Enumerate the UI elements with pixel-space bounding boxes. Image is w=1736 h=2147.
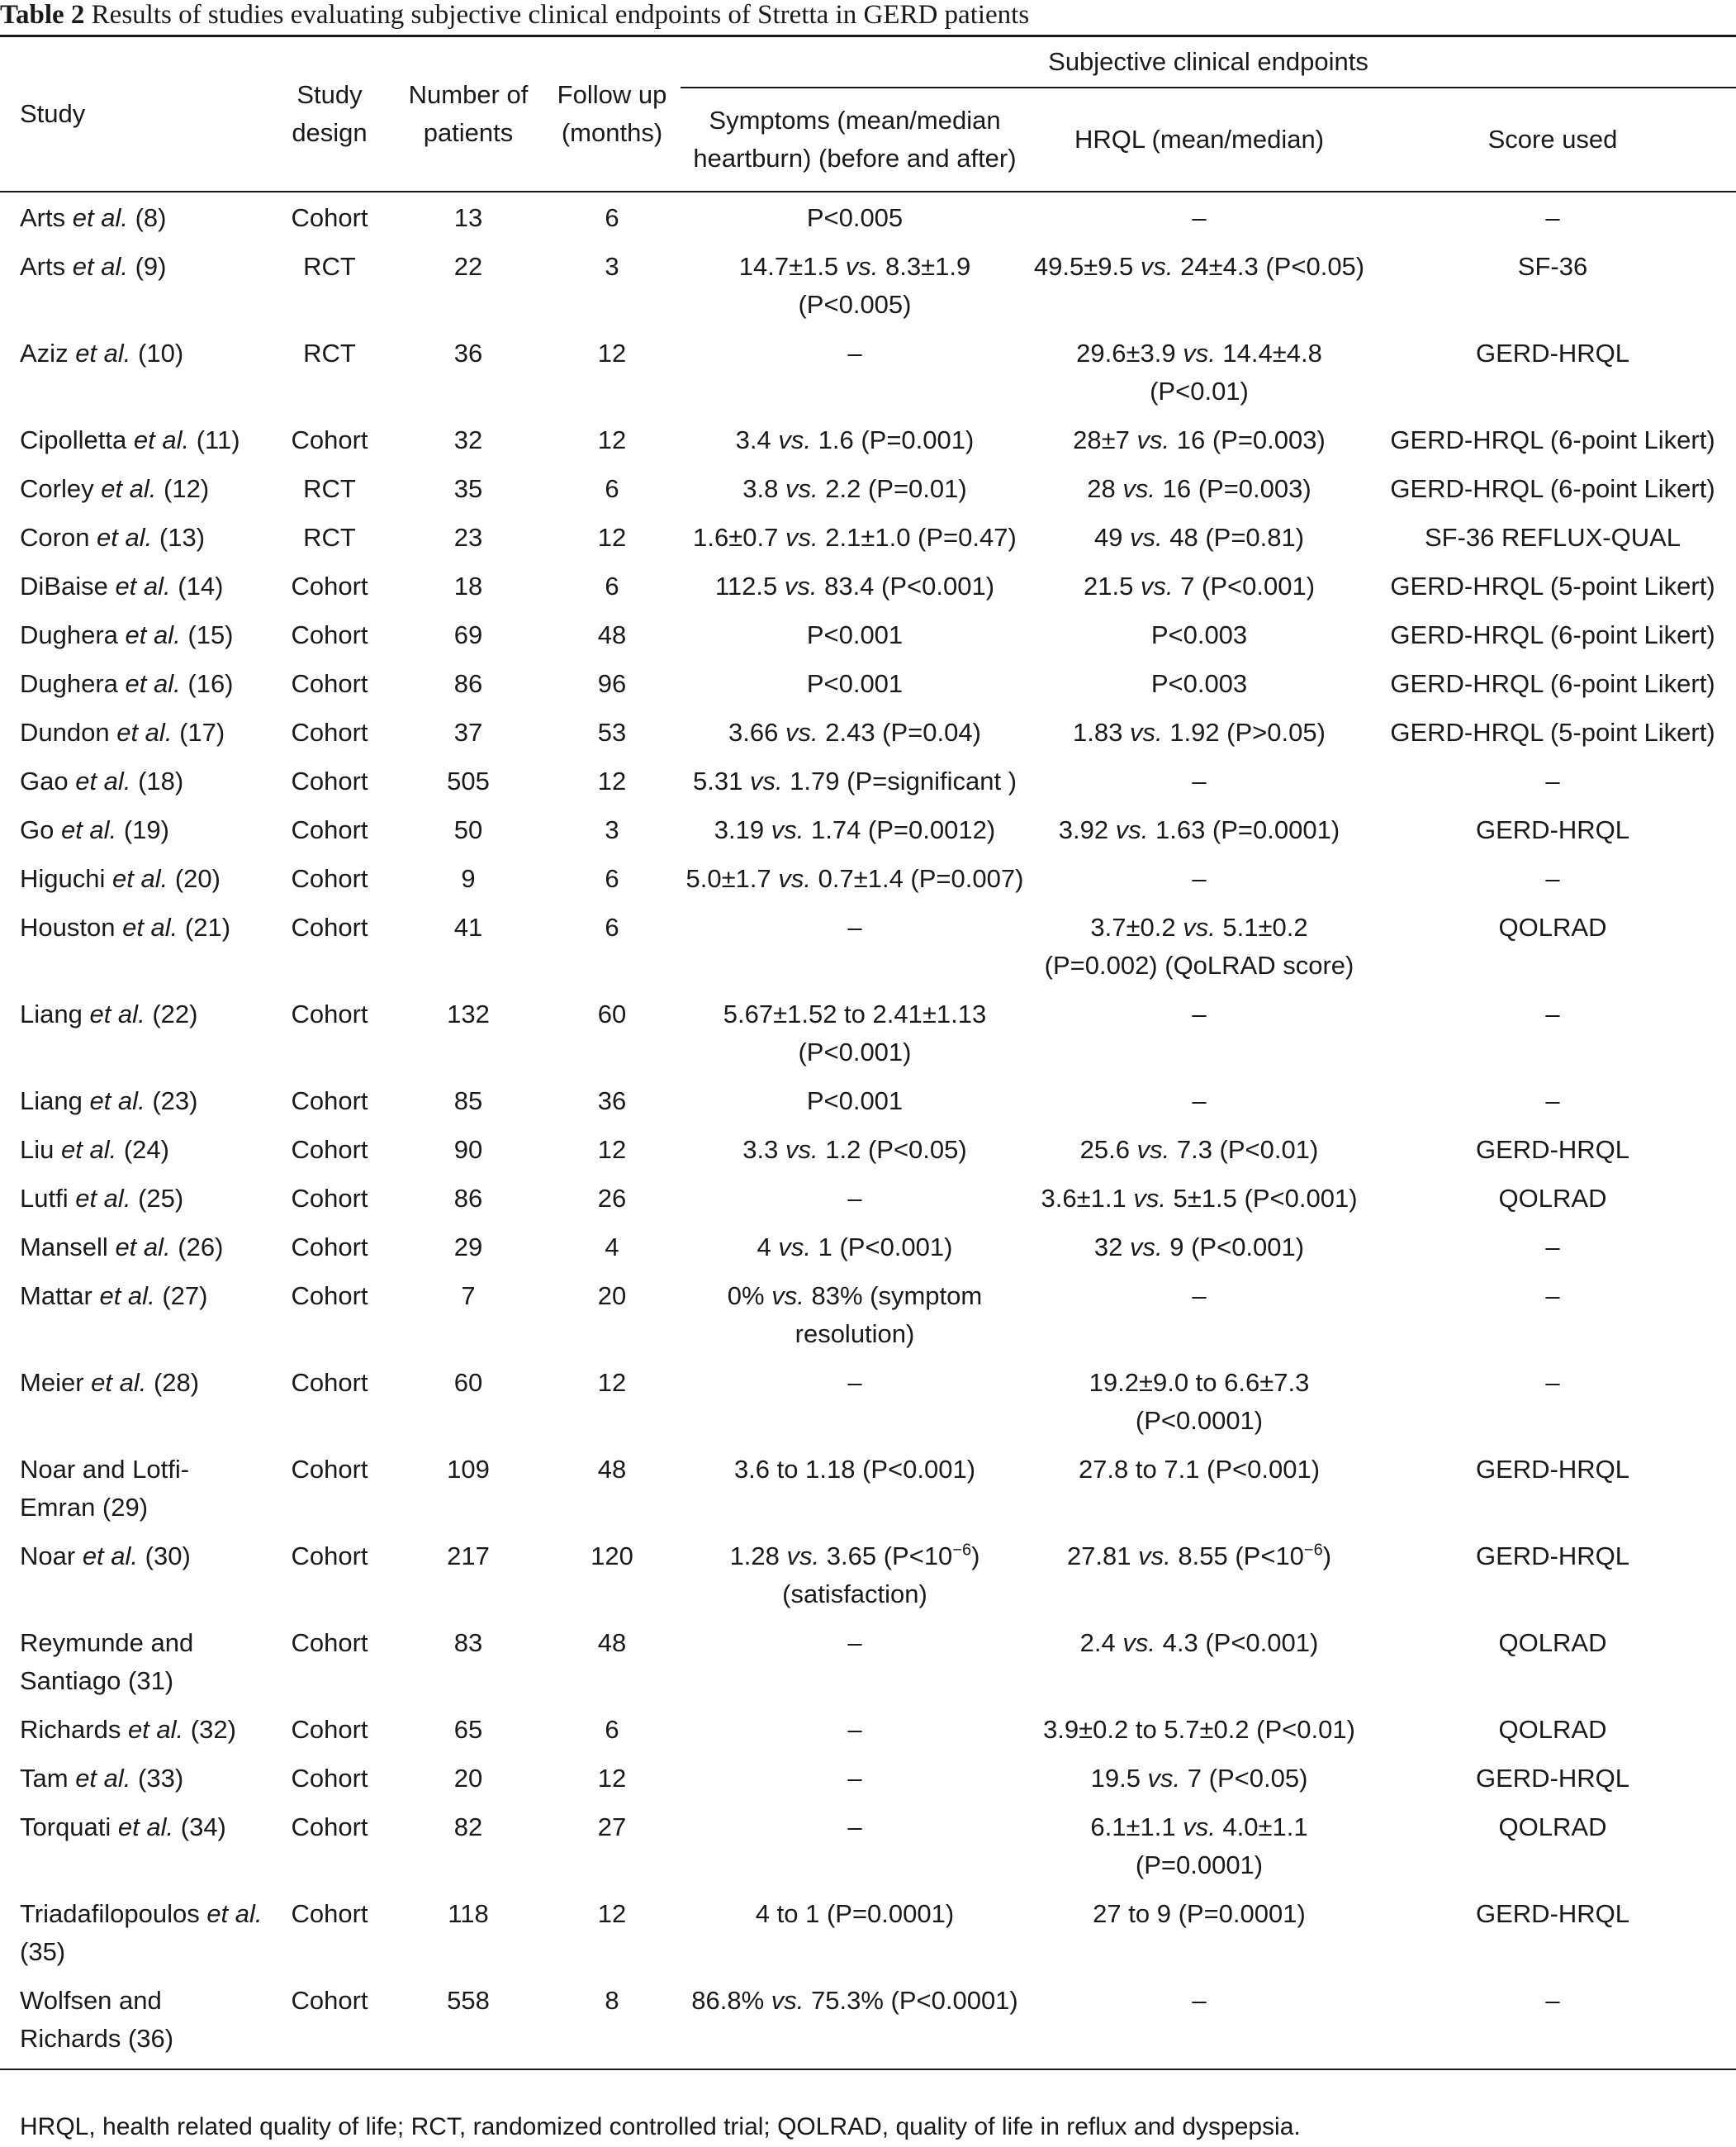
header-score-used: Score used — [1487, 125, 1618, 154]
cell-score-used: – — [1545, 1368, 1560, 1397]
cell-follow-up: 48 — [597, 1628, 627, 1657]
header-subjective-endpoints: Subjective clinical endpoints — [681, 36, 1736, 88]
cell-study: Lutfi et al. (25) — [20, 1184, 184, 1213]
cell-score-used: – — [1545, 1000, 1560, 1028]
table-row — [0, 1624, 1736, 1711]
cell-score-used: GERD-HRQL (6-point Likert) — [1390, 669, 1715, 698]
cell-study-design: RCT — [303, 474, 356, 503]
table-row — [0, 1537, 1736, 1624]
table-row — [0, 762, 1736, 811]
cell-follow-up: 4 — [605, 1233, 619, 1261]
cell-symptoms: P<0.001 — [806, 620, 904, 649]
cell-follow-up: 6 — [605, 913, 619, 942]
cell-hrql: – — [1192, 1000, 1207, 1028]
cell-follow-up: 6 — [605, 864, 619, 893]
cell-symptoms: 4 vs. 1 (P<0.001) — [757, 1233, 953, 1261]
results-table — [0, 35, 1736, 2070]
cell-number-of-patients: 23 — [453, 523, 483, 552]
cell-follow-up: 12 — [597, 767, 627, 796]
cell-study-design: Cohort — [266, 1982, 393, 2069]
cell-study-design: Cohort — [291, 669, 368, 698]
cell-hrql: 3.7±0.2 vs. 5.1±0.2 (P=0.002) (QoLRAD score) — [1044, 913, 1354, 980]
table-footnote: HRQL, health related quality of life; RCT, randomized controlled trial; QOLRAD, quality of life in reflux and dyspepsia. — [20, 2113, 1301, 2140]
cell-hrql: – — [1192, 864, 1207, 893]
cell-hrql: – — [1192, 203, 1207, 232]
cell-follow-up: 12 — [597, 1899, 627, 1928]
header-symptoms: Symptoms (mean/median heartburn) (before and after) — [693, 106, 1017, 173]
cell-symptoms: 86.8% vs. 75.3% (P<0.0001) — [681, 1982, 1029, 2069]
cell-score-used: – — [1369, 1982, 1736, 2069]
cell-number-of-patients: 60 — [453, 1368, 483, 1397]
table-row — [0, 616, 1736, 665]
cell-symptoms: – — [847, 913, 862, 942]
cell-follow-up: 12 — [597, 1368, 627, 1397]
table-row — [0, 248, 1736, 335]
cell-study: Go et al. (19) — [20, 815, 169, 844]
cell-follow-up: 6 — [605, 203, 619, 232]
cell-score-used: GERD-HRQL (5-point Likert) — [1390, 572, 1715, 601]
cell-follow-up: 120 — [591, 1541, 633, 1570]
cell-study-design: Cohort — [291, 913, 368, 942]
cell-hrql: 3.9±0.2 to 5.7±0.2 (P<0.01) — [1043, 1715, 1355, 1744]
cell-study: Mansell et al. (26) — [20, 1233, 224, 1261]
cell-follow-up: 6 — [605, 1715, 619, 1744]
cell-number-of-patients: 37 — [453, 718, 483, 747]
table-row — [0, 1451, 1736, 1537]
cell-score-used: QOLRAD — [1498, 1715, 1607, 1744]
cell-hrql: – — [1192, 1086, 1207, 1115]
table-row — [0, 568, 1736, 616]
table-row — [0, 995, 1736, 1082]
cell-study: Arts et al. (8) — [20, 203, 167, 232]
cell-hrql: – — [1029, 1982, 1369, 2069]
cell-hrql: 6.1±1.1 vs. 4.0±1.1 (P=0.0001) — [1090, 1812, 1308, 1879]
cell-symptoms: 5.67±1.52 to 2.41±1.13 (P<0.001) — [723, 1000, 987, 1066]
cell-study: Liang et al. (22) — [20, 1000, 198, 1028]
cell-study-design: Cohort — [291, 815, 368, 844]
cell-score-used: QOLRAD — [1498, 1184, 1607, 1213]
cell-follow-up: 3 — [605, 252, 619, 281]
cell-study: Mattar et al. (27) — [20, 1281, 208, 1310]
cell-number-of-patients: 85 — [453, 1086, 483, 1115]
cell-study: Gao et al. (18) — [20, 767, 184, 796]
cell-follow-up: 6 — [605, 474, 619, 503]
cell-score-used: GERD-HRQL — [1476, 1899, 1630, 1928]
cell-study: Coron et al. (13) — [20, 523, 206, 552]
cell-follow-up: 6 — [605, 572, 619, 601]
cell-hrql: 29.6±3.9 vs. 14.4±4.8 (P<0.01) — [1076, 339, 1322, 406]
cell-study-design: Cohort — [291, 1086, 368, 1115]
cell-follow-up: 12 — [597, 339, 627, 368]
cell-number-of-patients: 18 — [453, 572, 483, 601]
table-row — [0, 860, 1736, 909]
cell-follow-up: 3 — [605, 815, 619, 844]
cell-hrql: 32 vs. 9 (P<0.001) — [1093, 1233, 1305, 1261]
cell-study: Richards et al. (32) — [20, 1715, 236, 1744]
cell-study: Wolfsen and Richards (36) — [0, 1982, 266, 2069]
cell-study: Houston et al. (21) — [20, 913, 231, 942]
cell-score-used: GERD-HRQL (5-point Likert) — [1390, 718, 1715, 747]
cell-symptoms: – — [847, 1812, 862, 1841]
cell-study-design: Cohort — [291, 425, 368, 454]
cell-number-of-patients: 35 — [453, 474, 483, 503]
cell-score-used: QOLRAD — [1498, 913, 1607, 942]
cell-follow-up: 36 — [597, 1086, 627, 1115]
cell-hrql: 2.4 vs. 4.3 (P<0.001) — [1079, 1628, 1319, 1657]
cell-study: Triadafilopoulos et al. (35) — [20, 1899, 263, 1966]
cell-study-design: Cohort — [291, 1184, 368, 1213]
table-body — [0, 192, 1736, 2069]
cell-follow-up: 20 — [597, 1281, 627, 1310]
cell-symptoms: 112.5 vs. 83.4 (P<0.001) — [714, 572, 995, 601]
cell-study: Noar and Lotfi-Emran (29) — [20, 1455, 190, 1522]
cell-symptoms: – — [847, 339, 862, 368]
cell-study-design: Cohort — [291, 1233, 368, 1261]
cell-score-used: GERD-HRQL (6-point Likert) — [1390, 474, 1715, 503]
cell-follow-up: 27 — [597, 1812, 627, 1841]
cell-hrql: – — [1192, 767, 1207, 796]
cell-study-design: Cohort — [291, 1000, 368, 1028]
cell-score-used: SF-36 — [1517, 252, 1588, 281]
cell-follow-up: 53 — [597, 718, 627, 747]
cell-symptoms: 3.3 vs. 1.2 (P<0.05) — [742, 1135, 967, 1164]
cell-study-design: Cohort — [291, 718, 368, 747]
cell-study: Dundon et al. (17) — [20, 718, 225, 747]
cell-number-of-patients: 86 — [453, 1184, 483, 1213]
cell-number-of-patients: 86 — [453, 669, 483, 698]
table-row — [0, 1082, 1736, 1131]
cell-score-used: GERD-HRQL — [1476, 339, 1630, 368]
cell-number-of-patients: 7 — [461, 1281, 476, 1310]
cell-follow-up: 60 — [597, 1000, 627, 1028]
table-row — [0, 1760, 1736, 1808]
cell-symptoms: P<0.001 — [806, 1086, 904, 1115]
table-row — [0, 519, 1736, 568]
cell-follow-up: 48 — [597, 1455, 627, 1484]
cell-number-of-patients: 109 — [447, 1455, 490, 1484]
cell-follow-up: 12 — [597, 1135, 627, 1164]
cell-score-used: QOLRAD — [1498, 1628, 1607, 1657]
cell-score-used: GERD-HRQL (6-point Likert) — [1390, 425, 1715, 454]
cell-number-of-patients: 82 — [453, 1812, 483, 1841]
cell-hrql: P<0.003 — [1150, 620, 1248, 649]
cell-study: Liang et al. (23) — [20, 1086, 198, 1115]
table-caption — [0, 0, 1736, 35]
cell-study-design: Cohort — [291, 1281, 368, 1310]
cell-hrql: 1.83 vs. 1.92 (P>0.05) — [1073, 718, 1326, 747]
header-number-of-patients: Number of patients — [408, 80, 529, 147]
cell-score-used: – — [1545, 203, 1560, 232]
cell-number-of-patients: 132 — [447, 1000, 490, 1028]
cell-study: Liu et al. (24) — [20, 1135, 169, 1164]
cell-study: Aziz et al. (10) — [20, 339, 184, 368]
table-row — [0, 470, 1736, 519]
cell-symptoms: – — [847, 1715, 862, 1744]
cell-study: Corley et al. (12) — [20, 474, 210, 503]
cell-hrql: 25.6 vs. 7.3 (P<0.01) — [1079, 1135, 1319, 1164]
cell-symptoms: 3.66 vs. 2.43 (P=0.04) — [728, 718, 981, 747]
cell-study-design: RCT — [303, 523, 356, 552]
cell-number-of-patients: 9 — [461, 864, 476, 893]
cell-hrql: 27.81 vs. 8.55 $(P<10^{-6})$ — [1066, 1541, 1332, 1570]
cell-score-used: QOLRAD — [1498, 1812, 1607, 1841]
cell-study-design: Cohort — [291, 767, 368, 796]
cell-hrql: 19.5 vs. 7 (P<0.05) — [1090, 1764, 1308, 1793]
cell-number-of-patients: 65 — [453, 1715, 483, 1744]
cell-study: Tam et al. (33) — [20, 1764, 184, 1793]
cell-follow-up: 12 — [597, 425, 627, 454]
cell-follow-up: 12 — [597, 1764, 627, 1793]
cell-follow-up: 8 — [543, 1982, 681, 2069]
cell-number-of-patients: 32 — [453, 425, 483, 454]
cell-hrql: 27 to 9 (P=0.0001) — [1093, 1899, 1306, 1928]
table-row — [0, 1277, 1736, 1364]
table-row — [0, 335, 1736, 421]
table-label: Table 2 — [0, 0, 85, 30]
cell-score-used: – — [1545, 1281, 1560, 1310]
cell-study: DiBaise et al. (14) — [20, 572, 224, 601]
cell-study-design: Cohort — [291, 620, 368, 649]
cell-number-of-patients: 41 — [453, 913, 483, 942]
cell-symptoms: 1.6±0.7 vs. 2.1±1.0 (P=0.47) — [693, 523, 1017, 552]
cell-symptoms: 3.4 vs. 1.6 (P=0.001) — [735, 425, 975, 454]
cell-hrql: 3.92 vs. 1.63 (P=0.0001) — [1058, 815, 1340, 844]
table-header — [0, 36, 1736, 192]
cell-symptoms: 3.6 to 1.18 (P<0.001) — [733, 1455, 976, 1484]
cell-number-of-patients: 90 — [453, 1135, 483, 1164]
cell-number-of-patients: 558 — [393, 1982, 543, 2069]
table-row — [0, 421, 1736, 470]
header-study: Study — [20, 99, 86, 128]
cell-study-design: Cohort — [291, 203, 368, 232]
cell-symptoms: P<0.001 — [806, 669, 904, 698]
cell-study: Reymunde and Santiago (31) — [20, 1628, 194, 1695]
table-row — [0, 1982, 1736, 2069]
cell-study: Dughera et al. (15) — [20, 620, 234, 649]
cell-symptoms: – — [847, 1628, 862, 1657]
header-hrql: HRQL (mean/median) — [1074, 125, 1325, 154]
cell-number-of-patients: 13 — [453, 203, 483, 232]
cell-hrql: 27.8 to 7.1 (P<0.001) — [1078, 1455, 1321, 1484]
cell-symptoms: 1.28 vs. 3.65 $(P<10^{-6})$ (satisfaction) — [729, 1541, 980, 1608]
table-row — [0, 1808, 1736, 1895]
cell-score-used: – — [1545, 767, 1560, 796]
cell-hrql: 21.5 vs. 7 (P<0.001) — [1083, 572, 1316, 601]
table-row — [0, 192, 1736, 248]
table-row — [0, 1895, 1736, 1982]
cell-score-used: – — [1545, 1086, 1560, 1115]
table-row — [0, 1711, 1736, 1760]
cell-score-used: GERD-HRQL — [1476, 1764, 1630, 1793]
cell-study: Higuchi et al. (20) — [20, 864, 221, 893]
cell-study-design: Cohort — [291, 1628, 368, 1657]
table-row — [0, 1228, 1736, 1277]
cell-hrql: 3.6±1.1 vs. 5±1.5 (P<0.001) — [1041, 1184, 1358, 1213]
table-title: Results of studies evaluating subjective clinical endpoints of Stretta in GERD patients — [91, 0, 1030, 30]
cell-study: Arts et al. (9) — [20, 252, 167, 281]
cell-study-design: Cohort — [291, 1812, 368, 1841]
cell-study: Cipolletta et al. (11) — [20, 425, 240, 454]
cell-symptoms: – — [847, 1764, 862, 1793]
cell-score-used: – — [1545, 1233, 1560, 1261]
cell-study-design: Cohort — [291, 1455, 368, 1484]
cell-symptoms: 5.31 vs. 1.79 (P=significant ) — [692, 767, 1017, 796]
table-row — [0, 714, 1736, 762]
cell-score-used: SF-36 REFLUX-QUAL — [1424, 523, 1681, 552]
cell-hrql: 28 vs. 16 (P=0.003) — [1087, 474, 1311, 503]
cell-follow-up: 26 — [597, 1184, 627, 1213]
cell-study-design: RCT — [303, 339, 356, 368]
cell-number-of-patients: 36 — [453, 339, 483, 368]
header-follow-up: Follow up (months) — [557, 80, 667, 147]
cell-number-of-patients: 69 — [453, 620, 483, 649]
cell-number-of-patients: 29 — [453, 1233, 483, 1261]
cell-study-design: Cohort — [291, 1899, 368, 1928]
table-row — [0, 1364, 1736, 1451]
cell-study-design: Cohort — [291, 1368, 368, 1397]
cell-follow-up: 12 — [597, 523, 627, 552]
cell-study-design: Cohort — [291, 1135, 368, 1164]
cell-symptoms: 14.7±1.5 vs. 8.3±1.9 (P<0.005) — [738, 252, 971, 319]
cell-study-design: Cohort — [291, 864, 368, 893]
cell-study: Noar et al. (30) — [20, 1541, 191, 1570]
cell-number-of-patients: 217 — [447, 1541, 490, 1570]
cell-symptoms: 5.0±1.7 vs. 0.7±1.4 (P=0.007) — [685, 864, 1024, 893]
cell-number-of-patients: 22 — [453, 252, 483, 281]
cell-number-of-patients: 83 — [453, 1628, 483, 1657]
cell-hrql: 49.5±9.5 vs. 24±4.3 (P<0.05) — [1033, 252, 1365, 281]
cell-follow-up: 48 — [597, 620, 627, 649]
cell-symptoms: – — [847, 1184, 862, 1213]
table-row — [0, 1180, 1736, 1228]
cell-hrql: P<0.003 — [1150, 669, 1248, 698]
cell-study-design: Cohort — [291, 572, 368, 601]
cell-study: Dughera et al. (16) — [20, 669, 234, 698]
cell-symptoms: 3.19 vs. 1.74 (P=0.0012) — [714, 815, 996, 844]
cell-hrql: 19.2±9.0 to 6.6±7.3 (P<0.0001) — [1089, 1368, 1310, 1435]
cell-score-used: GERD-HRQL — [1476, 1541, 1630, 1570]
cell-number-of-patients: 118 — [448, 1899, 489, 1928]
cell-symptoms: 0% vs. 83% (symptom resolution) — [727, 1281, 983, 1348]
cell-score-used: GERD-HRQL — [1476, 1455, 1630, 1484]
cell-score-used: GERD-HRQL — [1476, 815, 1630, 844]
cell-score-used: – — [1545, 864, 1560, 893]
cell-symptoms: P<0.005 — [806, 203, 904, 232]
cell-study-design: Cohort — [291, 1541, 368, 1570]
table-row — [0, 811, 1736, 860]
cell-study-design: Cohort — [291, 1715, 368, 1744]
table-row — [0, 665, 1736, 714]
header-study-design: Study design — [292, 80, 368, 147]
table-row — [0, 909, 1736, 995]
cell-study: Torquati et al. (34) — [20, 1812, 226, 1841]
cell-study-design: RCT — [303, 252, 356, 281]
cell-symptoms: – — [847, 1368, 862, 1397]
cell-number-of-patients: 50 — [453, 815, 483, 844]
cell-hrql: 49 vs. 48 (P=0.81) — [1093, 523, 1305, 552]
cell-symptoms: 3.8 vs. 2.2 (P=0.01) — [742, 474, 967, 503]
cell-study-design: Cohort — [291, 1764, 368, 1793]
cell-hrql: 28±7 vs. 16 (P=0.003) — [1073, 425, 1326, 454]
cell-study: Meier et al. (28) — [20, 1368, 200, 1397]
cell-score-used: GERD-HRQL (6-point Likert) — [1390, 620, 1715, 649]
cell-number-of-patients: 20 — [453, 1764, 483, 1793]
cell-number-of-patients: 505 — [447, 767, 490, 796]
table-row — [0, 1131, 1736, 1180]
cell-symptoms: 4 to 1 (P=0.0001) — [755, 1899, 955, 1928]
cell-follow-up: 96 — [597, 669, 627, 698]
cell-hrql: – — [1192, 1281, 1207, 1310]
cell-score-used: GERD-HRQL — [1476, 1135, 1630, 1164]
